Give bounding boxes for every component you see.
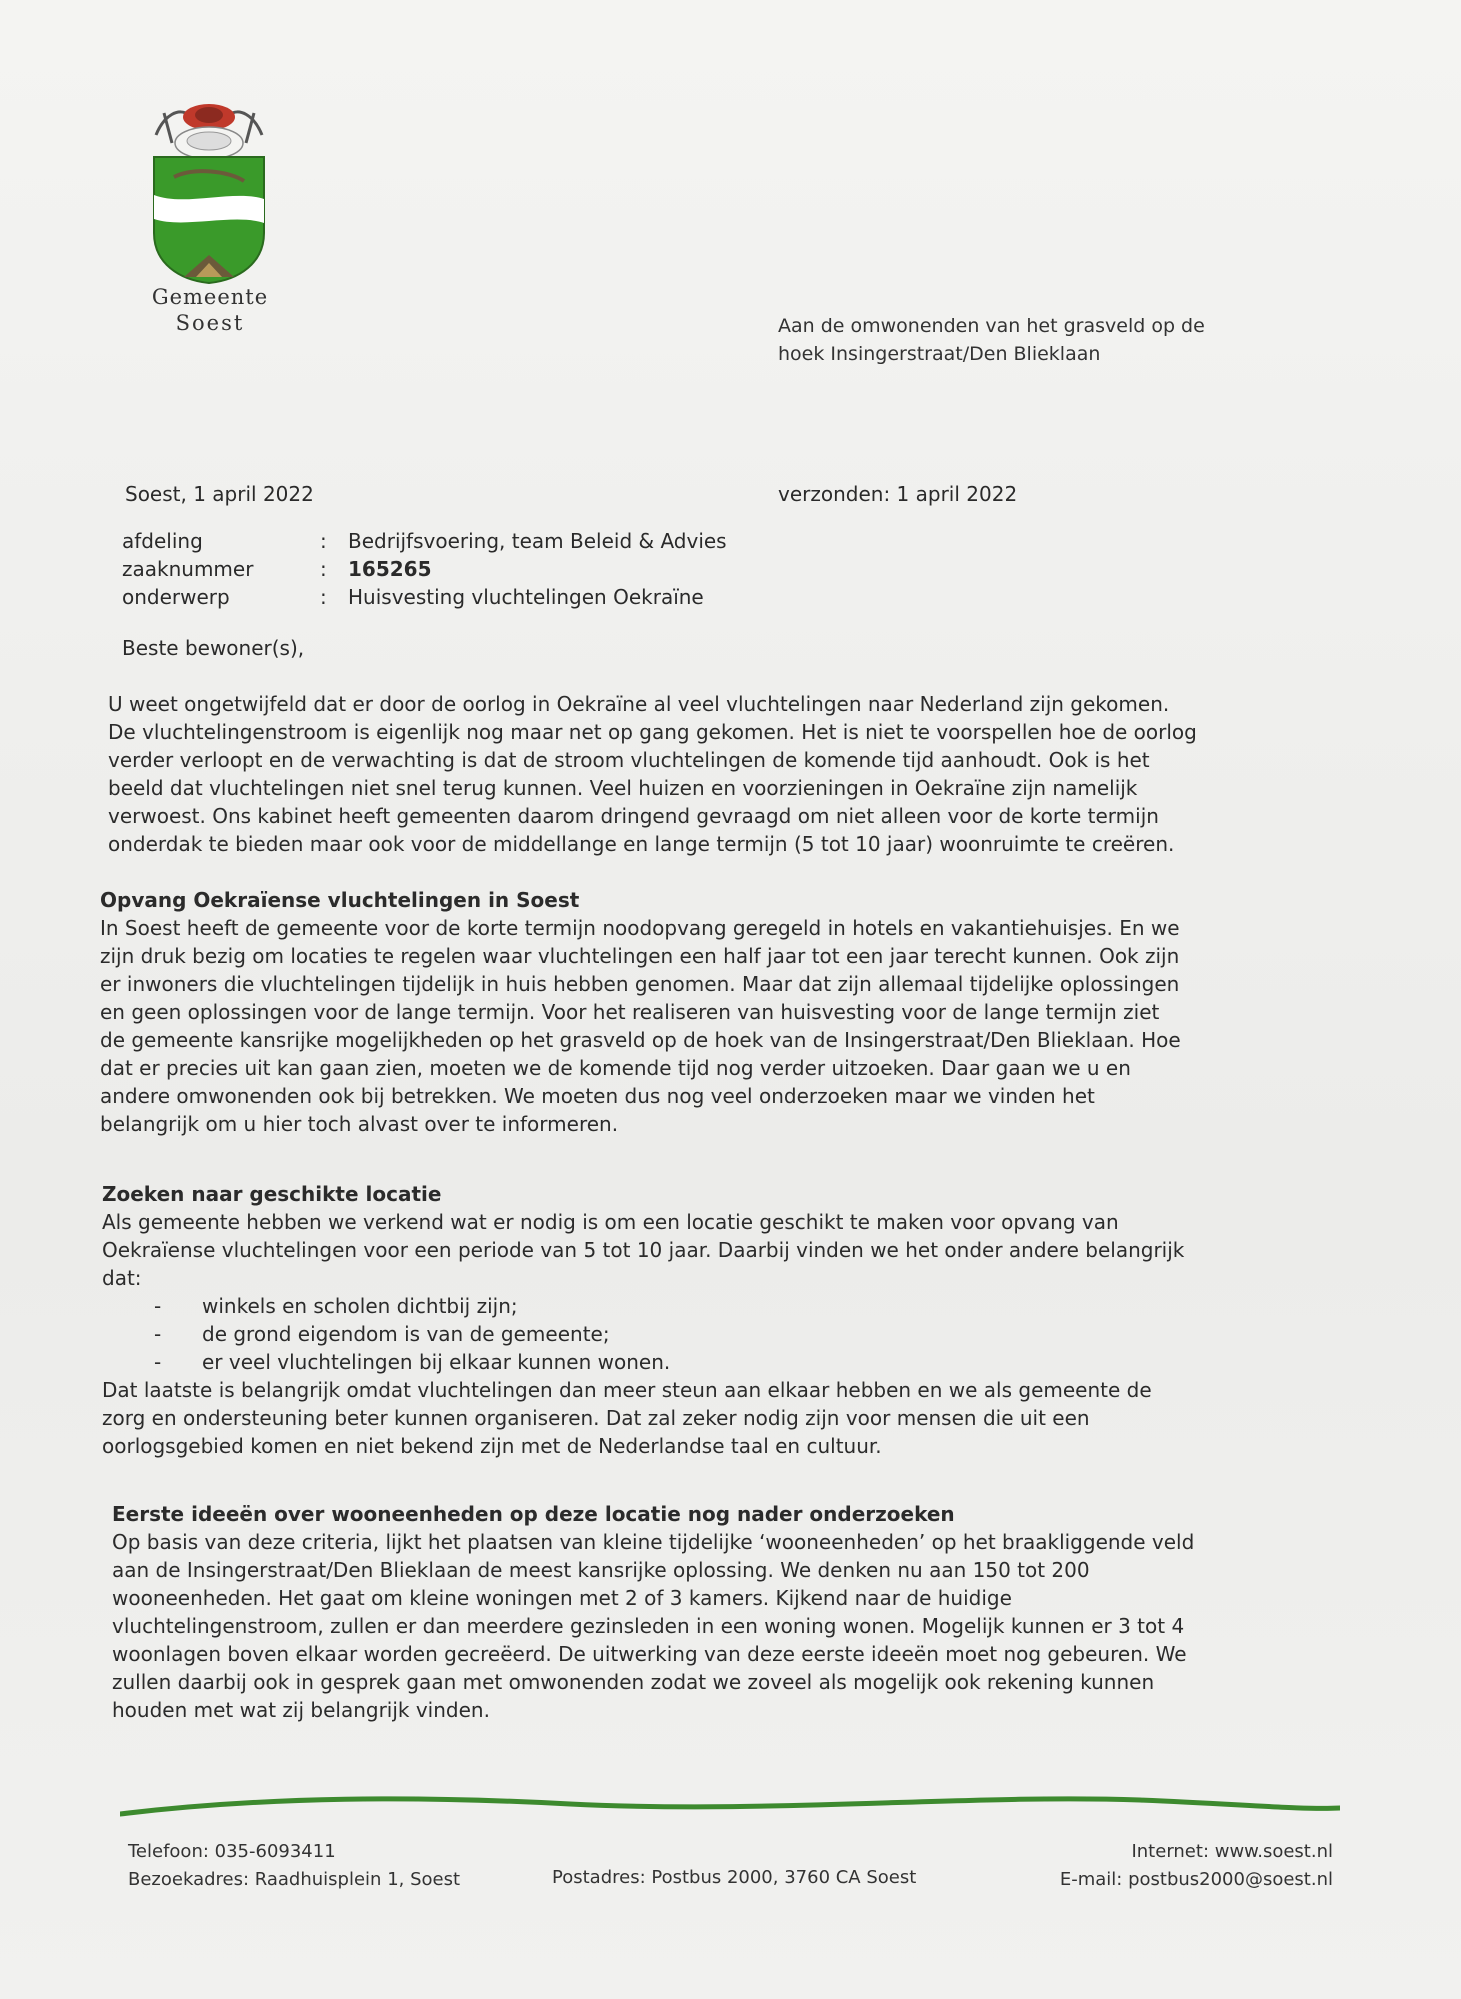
section-heading: Opvang Oekraïense vluchtelingen in Soest: [100, 888, 580, 912]
place-and-date: Soest, 1 april 2022: [125, 482, 314, 506]
section-line: In Soest heeft de gemeente voor de korte termijn noodopvang geregeld in hotels en vakantiehuisjes. En we: [100, 916, 1180, 940]
section-reception: [100, 886, 1320, 1138]
section-line: de gemeente kansrijke mogelijkheden op het grasveld op de hoek van de Insingerstraat/Den Blieklaan. Hoe: [100, 1028, 1181, 1052]
section-line: andere omwonenden ook bij betrekken. We moeten dus nog veel onderzoeken maar we vinden het: [100, 1084, 1095, 1108]
intro-line: verwoest. Ons kabinet heeft gemeenten daarom dringend gevraagd om niet alleen voor de korte termijn: [108, 804, 1159, 828]
footer-wave-divider: [120, 1792, 1340, 1822]
section-line: er inwoners die vluchtelingen tijdelijk in huis hebben genomen. Maar dat zijn allemaal tijdelijke oplossingen: [100, 972, 1180, 996]
section-line: houden met wat zij belangrijk vinden.: [112, 1698, 490, 1722]
footer-phone: Telefoon: 035-6093411: [128, 1841, 336, 1862]
footer-left: [128, 1838, 460, 1894]
footer-visit-address: Bezoekadres: Raadhuisplein 1, Soest: [128, 1869, 461, 1890]
intro-line: beeld dat vluchtelingen niet snel terug kunnen. Veel huizen en voorzieningen in Oekraïne zijn namelijk: [108, 776, 1138, 800]
section-line: vluchtelingenstroom, zullen er dan meerdere gezinsleden in een woning wonen. Mogelijk kunnen er 3 tot 4: [112, 1614, 1185, 1638]
logo-line-2: Soest: [175, 311, 245, 335]
meta-value: Bedrijfsvoering, team Beleid & Advies: [348, 529, 727, 553]
section-line: Dat laatste is belangrijk omdat vluchtelingen dan meer steun aan elkaar hebben en we als gemeente de: [102, 1378, 1152, 1402]
recipient-line-1: Aan de omwonenden van het grasveld op de: [778, 315, 1205, 337]
recipient-address: [778, 312, 1205, 368]
footer-right: [1060, 1838, 1333, 1894]
section-line: oorlogsgebied komen en niet bekend zijn met de Nederlandse taal en cultuur.: [102, 1434, 882, 1458]
meta-row-case-number: [122, 555, 727, 583]
meta-key: zaaknummer: [122, 557, 254, 581]
criteria-item: - er veel vluchtelingen bij elkaar kunnen wonen.: [102, 1348, 1302, 1376]
section-line: wooneenheden. Het gaat om kleine woningen met 2 of 3 kamers. Kijkend naar de huidige: [112, 1586, 1012, 1610]
section-line: belangrijk om u hier toch alvast over te informeren.: [100, 1112, 619, 1136]
section-line: en geen oplossingen voor de lange termijn. Voor het realiseren van huisvesting voor de lange termijn ziet: [100, 1000, 1160, 1024]
letter-meta: [122, 527, 727, 611]
section-location-search: [102, 1180, 1302, 1460]
sent-date: verzonden: 1 april 2022: [778, 482, 1018, 506]
section-line: Oekraïense vluchtelingen voor een periode van 5 tot 10 jaar. Daarbij vinden we het onder andere belangrijk: [102, 1238, 1185, 1262]
logo-wordmark: [140, 285, 280, 335]
intro-line: onderdak te bieden maar ook voor de middellange en lange termijn (5 tot 10 jaar) woonruimte te creëren.: [108, 832, 1175, 856]
meta-colon: :: [320, 585, 327, 609]
recipient-line-2: hoek Insingerstraat/Den Blieklaan: [778, 343, 1101, 365]
logo-line-1: Gemeente: [151, 285, 269, 309]
municipality-logo: [140, 95, 280, 335]
section-heading: Eerste ideeën over wooneenheden op deze locatie nog nader onderzoeken: [112, 1502, 955, 1526]
meta-colon: :: [320, 557, 327, 581]
section-line: woonlagen boven elkaar worden gecreëerd. De uitwerking van deze eerste ideeën moet nog gebeuren. We: [112, 1642, 1187, 1666]
criteria-item: - de grond eigendom is van de gemeente;: [102, 1320, 1302, 1348]
meta-colon: :: [320, 529, 327, 553]
section-line: dat er precies uit kan gaan zien, moeten we de komende tijd nog verder uitzoeken. Daar gaan we u en: [100, 1056, 1131, 1080]
criteria-list: [102, 1292, 1302, 1376]
section-line: Op basis van deze criteria, lijkt het plaatsen van kleine tijdelijke ‘wooneenheden’ op het braakliggende veld: [112, 1530, 1195, 1554]
salutation: Beste bewoner(s),: [122, 636, 305, 660]
coat-of-arms-icon: [144, 95, 274, 285]
section-line: dat:: [102, 1266, 142, 1290]
criteria-item: - winkels en scholen dichtbij zijn;: [102, 1292, 1302, 1320]
section-housing-ideas: [112, 1500, 1332, 1724]
section-line: zijn druk bezig om locaties te regelen waar vluchtelingen een half jaar tot een jaar terecht kunnen. Ook zijn: [100, 944, 1180, 968]
section-line: Als gemeente hebben we verkend wat er nodig is om een locatie geschikt te maken voor opvang van: [102, 1210, 1119, 1234]
meta-key: afdeling: [122, 529, 203, 553]
meta-row-department: [122, 527, 727, 555]
meta-row-subject: [122, 583, 727, 611]
intro-line: verder verloopt en de verwachting is dat de stroom vluchtelingen de komende tijd aanhoudt. Ook is het: [108, 748, 1150, 772]
meta-key: onderwerp: [122, 585, 230, 609]
footer-internet: Internet: www.soest.nl: [1131, 1841, 1333, 1862]
section-line: zorg en ondersteuning beter kunnen organiseren. Dat zal zeker nodig zijn voor mensen die uit een: [102, 1406, 1090, 1430]
meta-value: Huisvesting vluchtelingen Oekraïne: [348, 585, 704, 609]
intro-line: U weet ongetwijfeld dat er door de oorlog in Oekraïne al veel vluchtelingen naar Nederland zijn gekomen.: [108, 692, 1170, 716]
footer-email: E-mail: postbus2000@soest.nl: [1059, 1869, 1333, 1890]
section-line: aan de Insingerstraat/Den Blieklaan de meest kansrijke oplossing. We denken nu aan 150 tot 200: [112, 1558, 1090, 1582]
section-line: zullen daarbij ook in gesprek gaan met omwonenden zodat we zoveel als mogelijk ook rekening kunnen: [112, 1670, 1155, 1694]
footer-postal-address: Postadres: Postbus 2000, 3760 CA Soest: [552, 1867, 917, 1888]
meta-value: 165265: [348, 557, 432, 581]
intro-paragraph: [108, 690, 1308, 858]
intro-line: De vluchtelingenstroom is eigenlijk nog maar net op gang gekomen. Het is niet te voorspellen hoe de oorlog: [108, 720, 1197, 744]
section-heading: Zoeken naar geschikte locatie: [102, 1182, 442, 1206]
